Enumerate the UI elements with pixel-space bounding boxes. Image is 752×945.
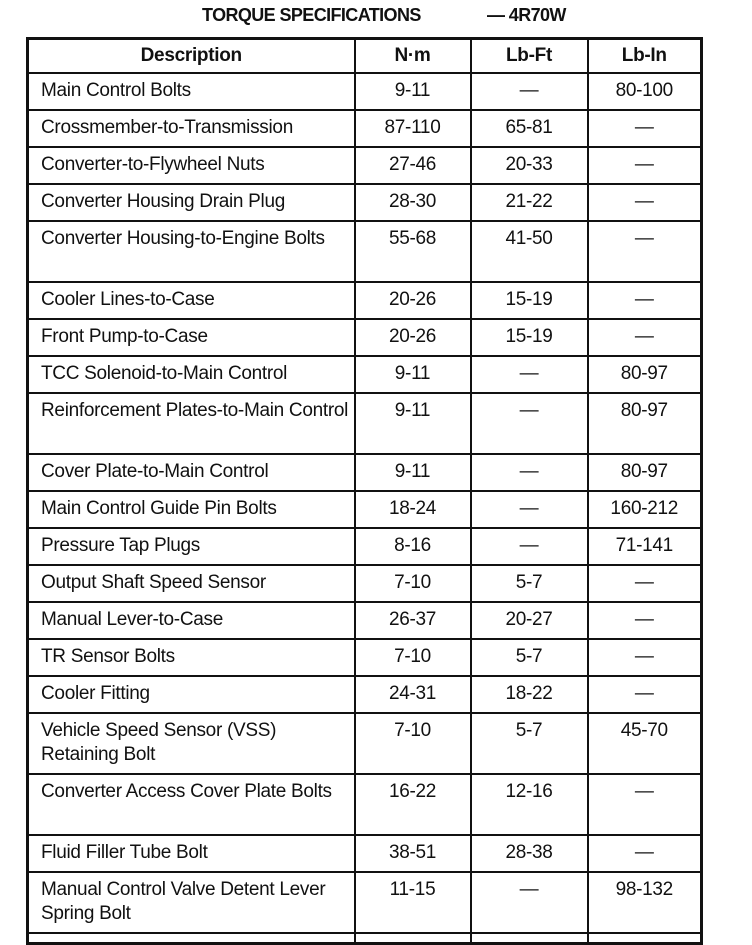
cell-lbft: — <box>471 872 588 933</box>
cell-description: Fluid Filler Tube Bolt <box>28 835 355 872</box>
cell-lbft: 21-22 <box>471 184 588 221</box>
cell-nm: 7-10 <box>355 713 471 774</box>
cell-description: Manual Lever-to-Case <box>28 602 355 639</box>
cell-description: Vehicle Speed Sensor (VSS) Retaining Bolt <box>28 713 355 774</box>
cell-description: TCC Solenoid-to-Main Control <box>28 356 355 393</box>
cell-lbin: 80-97 <box>588 393 702 454</box>
cell-description: Converter-to-Flywheel Nuts <box>28 147 355 184</box>
table-row <box>28 454 702 491</box>
cell-description: Reinforcement Plates-to-Main Control <box>28 393 355 454</box>
header-description: Description <box>28 39 355 74</box>
cell-lbin: — <box>588 110 702 147</box>
table-row <box>28 319 702 356</box>
cell-lbft: — <box>471 528 588 565</box>
cell-nm: 28-30 <box>355 184 471 221</box>
cell-lbft: 15-19 <box>471 282 588 319</box>
table-body <box>28 73 702 944</box>
cell-description: Output Shaft Speed Sensor <box>28 565 355 602</box>
cell-lbin: 98-132 <box>588 872 702 933</box>
title-model: — 4R70W <box>487 5 566 25</box>
table-row <box>28 713 702 774</box>
cell-lbft: 5-7 <box>471 713 588 774</box>
table-row <box>28 676 702 713</box>
cell-lbft: 28-38 <box>471 835 588 872</box>
cell-lbft: — <box>471 393 588 454</box>
torque-spec-table <box>26 37 703 945</box>
cell-nm: 16-22 <box>355 774 471 835</box>
cell-nm: 24-31 <box>355 676 471 713</box>
cell-lbin: 80-97 <box>588 454 702 491</box>
cell-description: Crossmember-to-Transmission <box>28 110 355 147</box>
cell-lbin: — <box>588 602 702 639</box>
cell-nm: 27-46 <box>355 147 471 184</box>
cell-lbft: 15-19 <box>471 319 588 356</box>
cell-lbft: — <box>471 454 588 491</box>
cell-description: Converter Housing-to-Engine Bolts <box>28 221 355 282</box>
table-row <box>28 184 702 221</box>
cell-nm: 20-26 <box>355 282 471 319</box>
table-row <box>28 602 702 639</box>
cell-lbft: 20-33 <box>471 147 588 184</box>
table-row <box>28 356 702 393</box>
cell-lbin: 71-141 <box>588 528 702 565</box>
header-lbft: Lb-Ft <box>471 39 588 74</box>
cell-empty <box>588 933 702 944</box>
cell-description: Cover Plate-to-Main Control <box>28 454 355 491</box>
cell-lbft: 12-16 <box>471 774 588 835</box>
header-row <box>28 39 702 74</box>
cell-lbin: — <box>588 565 702 602</box>
cell-lbin: 80-97 <box>588 356 702 393</box>
table-row <box>28 73 702 110</box>
cell-lbin: — <box>588 676 702 713</box>
cell-description: Converter Access Cover Plate Bolts <box>28 774 355 835</box>
cell-lbft: 18-22 <box>471 676 588 713</box>
table-row <box>28 528 702 565</box>
cell-nm: 20-26 <box>355 319 471 356</box>
page-title <box>0 5 752 29</box>
cell-description: Converter Housing Drain Plug <box>28 184 355 221</box>
table-row <box>28 221 702 282</box>
cell-lbft: 5-7 <box>471 639 588 676</box>
cell-nm: 87-110 <box>355 110 471 147</box>
cell-lbin: — <box>588 639 702 676</box>
cell-nm: 7-10 <box>355 639 471 676</box>
header-lbin: Lb-In <box>588 39 702 74</box>
cell-lbft: 5-7 <box>471 565 588 602</box>
cell-lbft: — <box>471 73 588 110</box>
header-nm: N·m <box>355 39 471 74</box>
cell-nm: 26-37 <box>355 602 471 639</box>
cell-lbft: — <box>471 491 588 528</box>
cell-lbin: 160-212 <box>588 491 702 528</box>
cell-lbin: — <box>588 184 702 221</box>
cell-lbin: 45-70 <box>588 713 702 774</box>
table-row <box>28 147 702 184</box>
cell-description: Manual Control Valve Detent Lever Spring Bolt <box>28 872 355 933</box>
table-row <box>28 110 702 147</box>
table-row <box>28 393 702 454</box>
cell-nm: 11-15 <box>355 872 471 933</box>
table-row <box>28 639 702 676</box>
cell-empty <box>28 933 355 944</box>
cell-description: Main Control Bolts <box>28 73 355 110</box>
cell-lbin: — <box>588 221 702 282</box>
table-row <box>28 282 702 319</box>
cell-lbft: 41-50 <box>471 221 588 282</box>
cell-nm: 55-68 <box>355 221 471 282</box>
cell-lbin: — <box>588 774 702 835</box>
cell-empty <box>355 933 471 944</box>
cell-description: TR Sensor Bolts <box>28 639 355 676</box>
cell-nm: 9-11 <box>355 454 471 491</box>
cell-empty <box>471 933 588 944</box>
cell-lbin: — <box>588 319 702 356</box>
cell-lbin: — <box>588 147 702 184</box>
cell-nm: 9-11 <box>355 73 471 110</box>
table-row <box>28 835 702 872</box>
cell-description: Cooler Fitting <box>28 676 355 713</box>
cell-nm: 8-16 <box>355 528 471 565</box>
cell-nm: 9-11 <box>355 356 471 393</box>
cell-lbft: — <box>471 356 588 393</box>
cell-nm: 9-11 <box>355 393 471 454</box>
cell-lbin: — <box>588 282 702 319</box>
cell-lbin: 80-100 <box>588 73 702 110</box>
title-heading: TORQUE SPECIFICATIONS <box>202 5 421 25</box>
table-row <box>28 491 702 528</box>
table-row-partial <box>28 933 702 944</box>
cell-description: Pressure Tap Plugs <box>28 528 355 565</box>
cell-nm: 38-51 <box>355 835 471 872</box>
cell-lbin: — <box>588 835 702 872</box>
table-row <box>28 565 702 602</box>
table-row <box>28 774 702 835</box>
cell-lbft: 20-27 <box>471 602 588 639</box>
cell-lbft: 65-81 <box>471 110 588 147</box>
cell-nm: 18-24 <box>355 491 471 528</box>
cell-description: Cooler Lines-to-Case <box>28 282 355 319</box>
cell-description: Front Pump-to-Case <box>28 319 355 356</box>
cell-description: Main Control Guide Pin Bolts <box>28 491 355 528</box>
cell-nm: 7-10 <box>355 565 471 602</box>
